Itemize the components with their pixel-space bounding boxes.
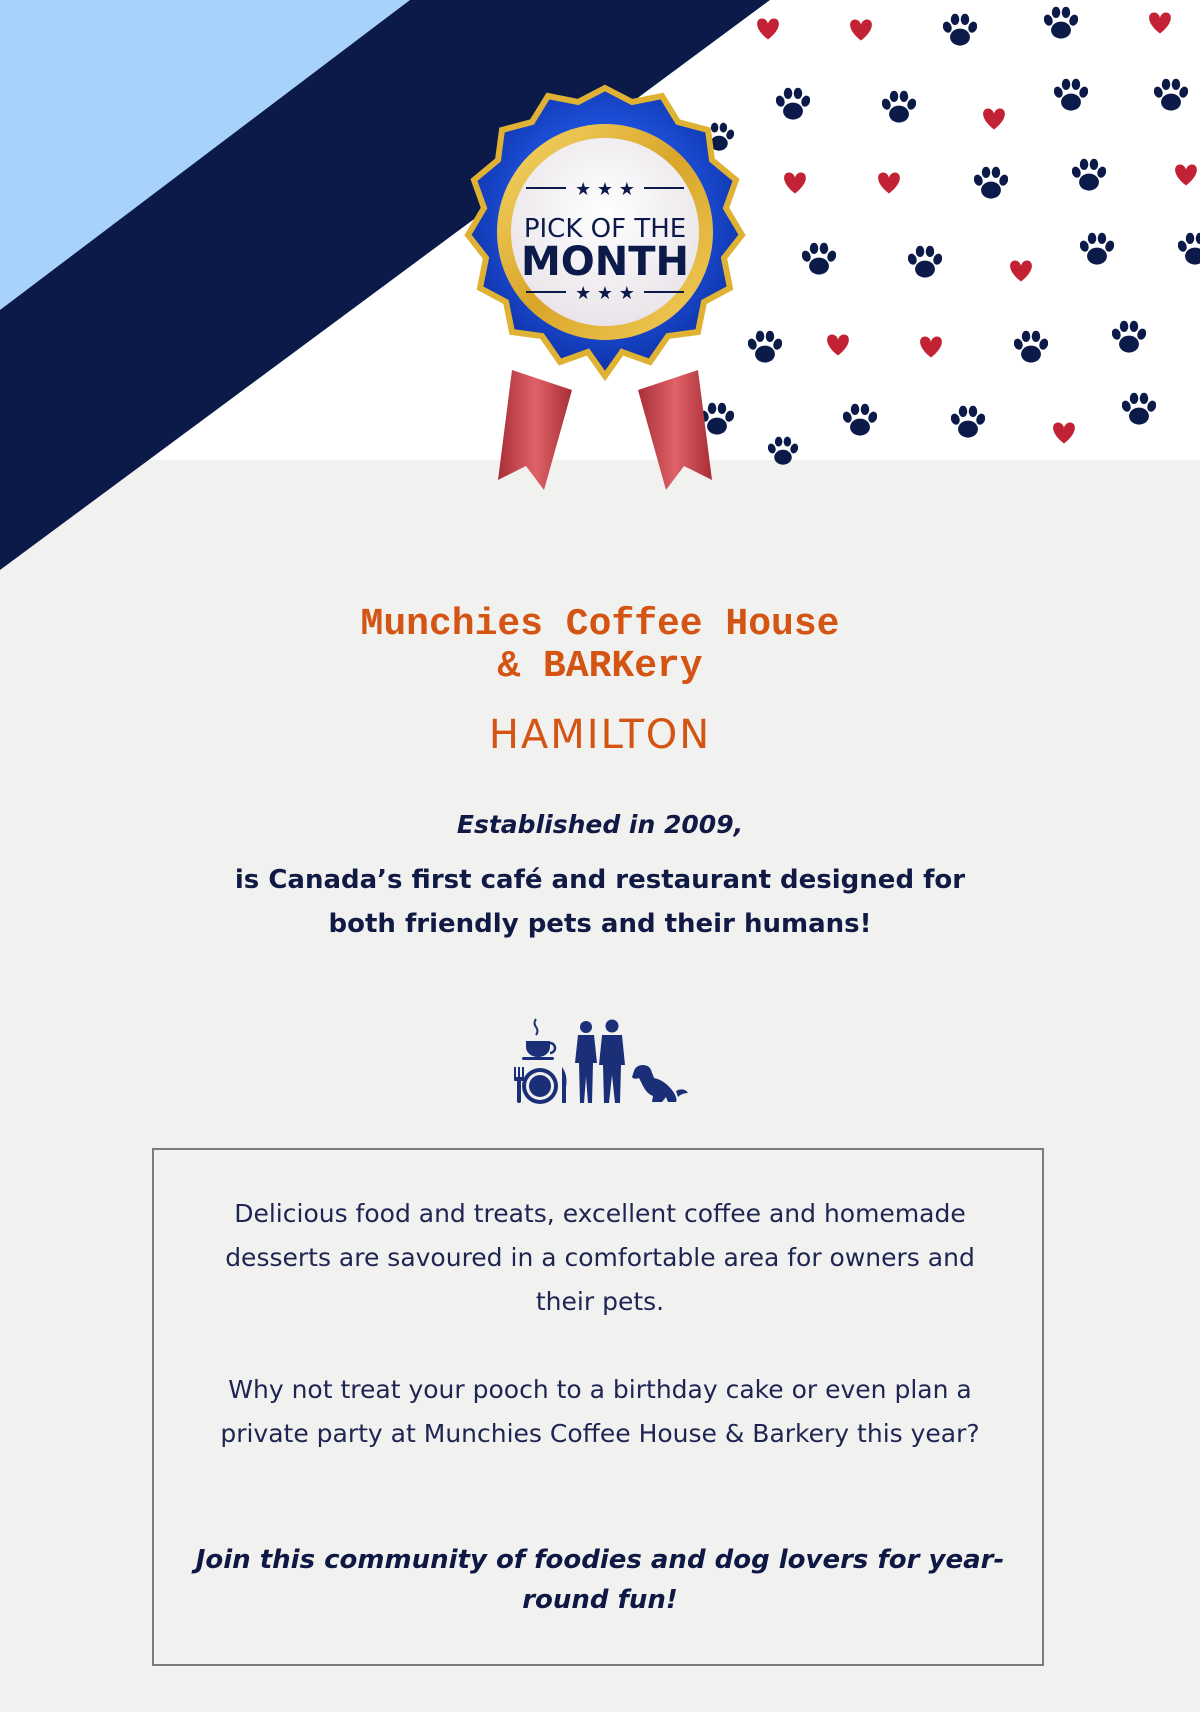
coffee-cup-icon [522, 1019, 555, 1060]
intro-description: is Canada’s first café and restaurant designed for both friendly pets and their humans! [234, 865, 966, 939]
badge-line-1: PICK OF THE [523, 214, 687, 244]
star-icon: ★ ★ ★ [575, 283, 635, 304]
pick-of-the-month-badge [420, 70, 790, 500]
cafe-pictogram [510, 1015, 690, 1105]
restaurant-name [0, 604, 1200, 688]
ribbon-left [498, 370, 572, 490]
info-box [152, 1148, 1044, 1666]
people-icon [575, 1020, 625, 1104]
info-paragraph-1: Delicious food and treats, excellent coffee and homemade desserts are savoured in a comfortable area for owners and their pets. [225, 1199, 975, 1316]
ribbon-right [638, 370, 712, 490]
plate-icon [522, 1068, 558, 1104]
restaurant-name-line-1: Munchies Coffee House [360, 603, 840, 646]
established-line: Established in 2009, [456, 810, 744, 839]
dog-icon [632, 1065, 688, 1102]
knife-icon [562, 1067, 567, 1103]
restaurant-name-line-2: & BARKery [497, 645, 703, 688]
info-paragraph-3: Join this community of foodies and dog lovers for year-round fun! [195, 1545, 1005, 1615]
info-paragraph-2: Why not treat your pooch to a birthday cake or even plan a private party at Munchies Coffee House & Barkery this year? [220, 1375, 980, 1448]
star-icon: ★ ★ ★ [575, 179, 635, 200]
badge-line-2: MONTH [520, 239, 690, 285]
city-name: HAMILTON [488, 712, 712, 758]
